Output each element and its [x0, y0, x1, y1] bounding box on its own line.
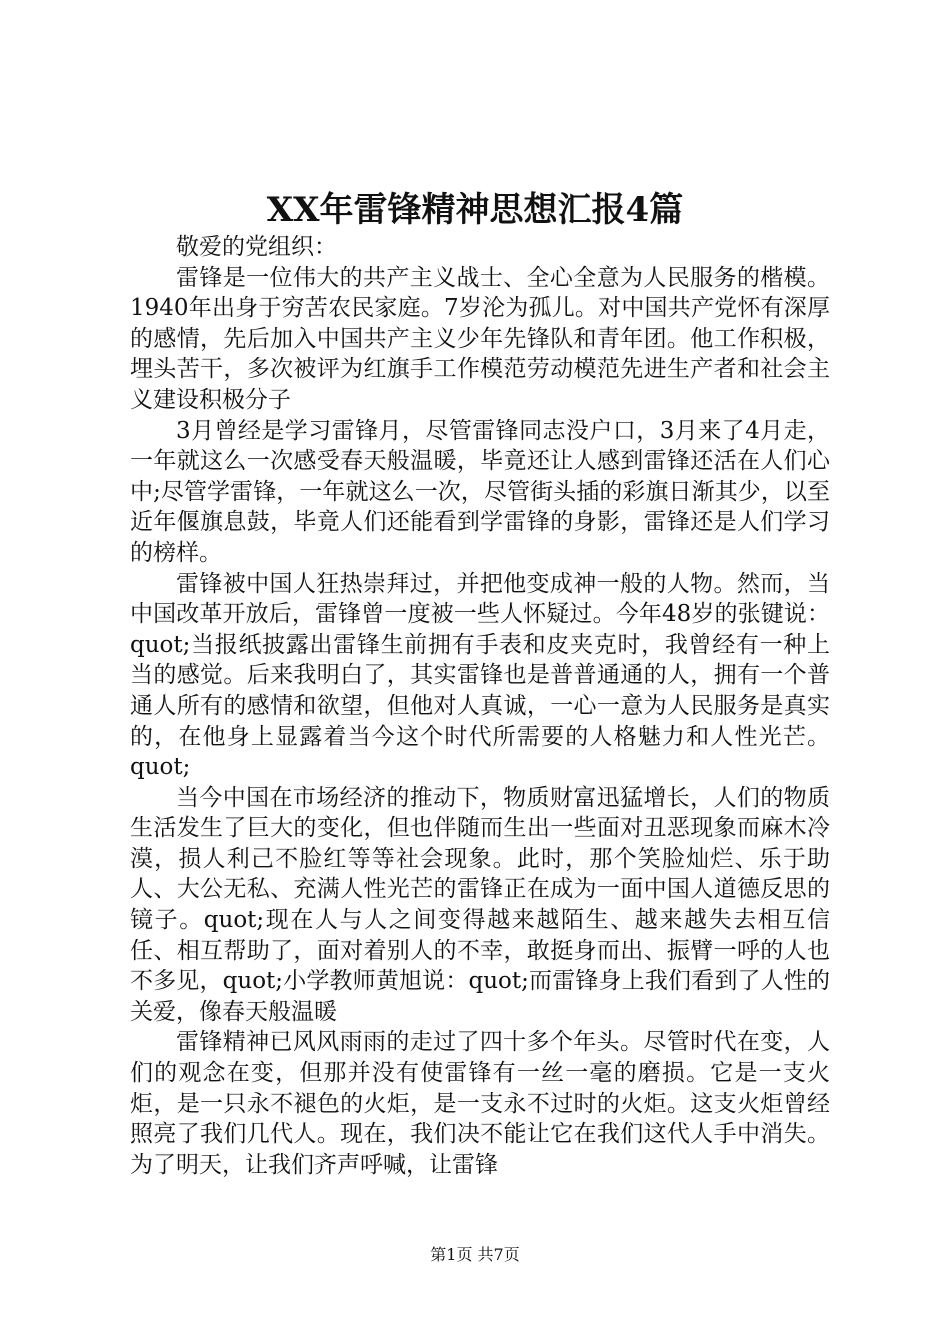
salutation: 敬爱的党组织： [176, 234, 337, 260]
page-number-footer: 第1页 共7页 [430, 1245, 520, 1264]
paragraph-4: 当今中国在市场经济的推动下，物质财富迅猛增长，人们的物质生活发生了巨大的变化，但也伴随而生出一些面对丑恶现象而麻木冷漠，损人利己不脸红等等社会现象。此时，那个笑脸灿烂、乐于助人、大公无私、充满人性光芒的雷锋正在成为一面中国人道德反思的镜子。quot;现在人与人之间变得越来越陌生、越来越失去相互信任、相互帮助了，面对着别人的不幸，敢挺身而出、振臂一呼的人也不多见，quot;小学教师黄旭说：quot;而雷锋身上我们看到了人性的关爱，像春天般温暖 [130, 784, 830, 1025]
document-body [130, 232, 830, 1180]
paragraph-2: 3月曾经是学习雷锋月，尽管雷锋同志没户口，3月来了4月走，一年就这么一次感受春天般温暖，毕竟还让人感到雷锋还活在人们心中;尽管学雷锋，一年就这么一次，尽管街头插的彩旗日渐其少，以至近年偃旗息鼓，毕竟人们还能看到学雷锋的身影，雷锋还是人们学习的榜样。 [130, 417, 830, 566]
document-title: XX年雷锋精神思想汇报4篇 [266, 190, 684, 230]
paragraph-1: 雷锋是一位伟大的共产主义战士、全心全意为人民服务的楷模。1940年出身于穷苦农民家庭。7岁沦为孤儿。对中国共产党怀有深厚的感情，先后加入中国共产主义少年先锋队和青年团。他工作积极，埋头苦干，多次被评为红旗手工作模范劳动模范先进生产者和社会主义建设积极分子 [130, 264, 830, 413]
paragraph-5: 雷锋精神已风风雨雨的走过了四十多个年头。尽管时代在变，人们的观念在变，但那并没有使雷锋有一丝一毫的磨损。它是一支火炬，是一只永不褪色的火炬，是一支永不过时的火炬。这支火炬曾经照亮了我们几代人。现在，我们决不能让它在我们这代人手中消失。为了明天，让我们齐声呼喊，让雷锋 [130, 1029, 830, 1178]
paragraph-3: 雷锋被中国人狂热崇拜过，并把他变成神一般的人物。然而，当中国改革开放后，雷锋曾一度被一些人怀疑过。今年48岁的张键说：quot;当报纸披露出雷锋生前拥有手表和皮夹克时，我曾经有一种上当的感觉。后来我明白了，其实雷锋也是普普通通的人，拥有一个普通人所有的感情和欲望，但他对人真诚，一心一意为人民服务是真实的，在他身上显露着当今这个时代所需要的人格魅力和人性光芒。quot; [130, 570, 830, 781]
